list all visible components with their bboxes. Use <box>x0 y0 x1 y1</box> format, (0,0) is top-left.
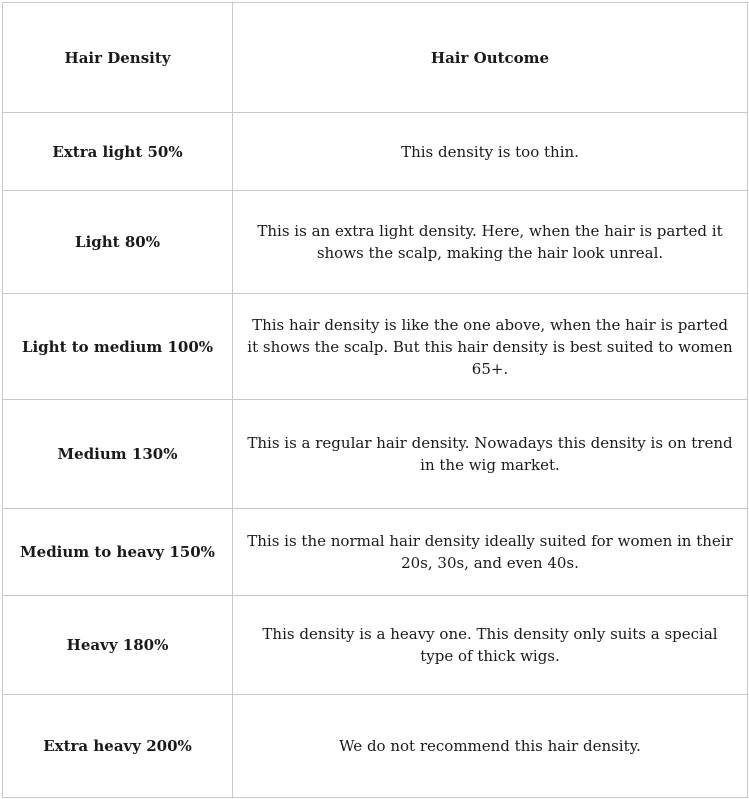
density-cell: Heavy 180% <box>3 596 233 695</box>
header-hair-outcome: Hair Outcome <box>233 3 748 113</box>
outcome-cell: We do not recommend this hair density. <box>233 695 748 798</box>
table-row <box>3 191 748 294</box>
outcome-cell: This is the normal hair density ideally suited for women in their 20s, 30s, and even 40s. <box>233 509 748 596</box>
table-row <box>3 509 748 596</box>
table-row <box>3 113 748 191</box>
header-hair-density: Hair Density <box>3 3 233 113</box>
table-row <box>3 294 748 400</box>
table-header-row <box>3 3 748 113</box>
density-cell: Extra heavy 200% <box>3 695 233 798</box>
density-cell: Medium 130% <box>3 400 233 509</box>
outcome-cell: This density is too thin. <box>233 113 748 191</box>
outcome-cell: This is an extra light density. Here, when the hair is parted it shows the scalp, making the hair look unreal. <box>233 191 748 294</box>
table-row <box>3 400 748 509</box>
density-cell: Extra light 50% <box>3 113 233 191</box>
outcome-cell: This is a regular hair density. Nowadays this density is on trend in the wig market. <box>233 400 748 509</box>
hair-density-table-container <box>2 2 747 797</box>
hair-density-table <box>2 2 748 798</box>
density-cell: Light 80% <box>3 191 233 294</box>
table-row <box>3 596 748 695</box>
density-cell: Medium to heavy 150% <box>3 509 233 596</box>
density-cell: Light to medium 100% <box>3 294 233 400</box>
table-row <box>3 695 748 798</box>
outcome-cell: This density is a heavy one. This density only suits a special type of thick wigs. <box>233 596 748 695</box>
outcome-cell: This hair density is like the one above, when the hair is parted it shows the scalp. But this hair density is best suited to women 65+. <box>233 294 748 400</box>
